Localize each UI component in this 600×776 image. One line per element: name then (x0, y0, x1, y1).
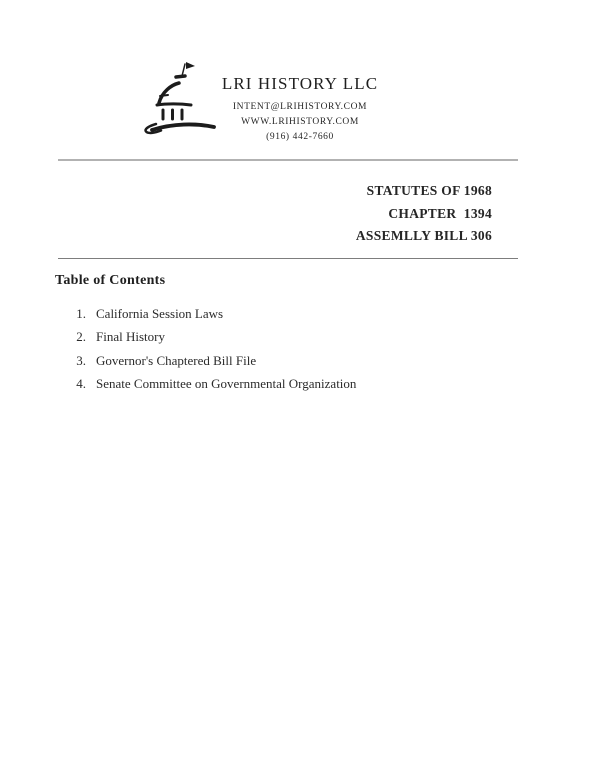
statute-reference-block (356, 180, 492, 248)
toc-list (70, 302, 530, 396)
toc-item-label: Senate Committee on Governmental Organization (96, 376, 357, 392)
toc-item-label: California Session Laws (96, 306, 224, 321)
toc-item (70, 372, 530, 395)
toc-item-label: Governor's Chaptered Bill File (96, 352, 257, 368)
company-name: LRI HISTORY LLC (221, 74, 379, 93)
company-website: WWW.LRIHISTORY.COM (241, 117, 359, 127)
toc-heading: Table of Contents (55, 273, 166, 288)
company-email: INTENT@LRIHISTORY.COM (232, 102, 368, 112)
assembly-bill-line: ASSEMLLY BILL 306 (355, 228, 492, 243)
toc-item (70, 302, 530, 325)
letterhead (195, 74, 405, 145)
chapter-line: CHAPTER 1394 (388, 205, 492, 221)
toc-item-number: 3. (76, 352, 86, 368)
toc-item (70, 349, 530, 372)
toc-item-number: 1. (76, 306, 86, 321)
toc-item-number: 4. (76, 376, 86, 392)
toc-item-number: 2. (76, 329, 86, 345)
toc-item (70, 325, 530, 348)
toc-item-label: Final History (96, 329, 165, 345)
horizontal-rule-top (58, 159, 518, 161)
statutes-line: STATUTES OF 1968 (366, 183, 492, 198)
horizontal-rule-bottom (58, 258, 518, 259)
company-phone: (916) 442-7660 (266, 132, 334, 142)
